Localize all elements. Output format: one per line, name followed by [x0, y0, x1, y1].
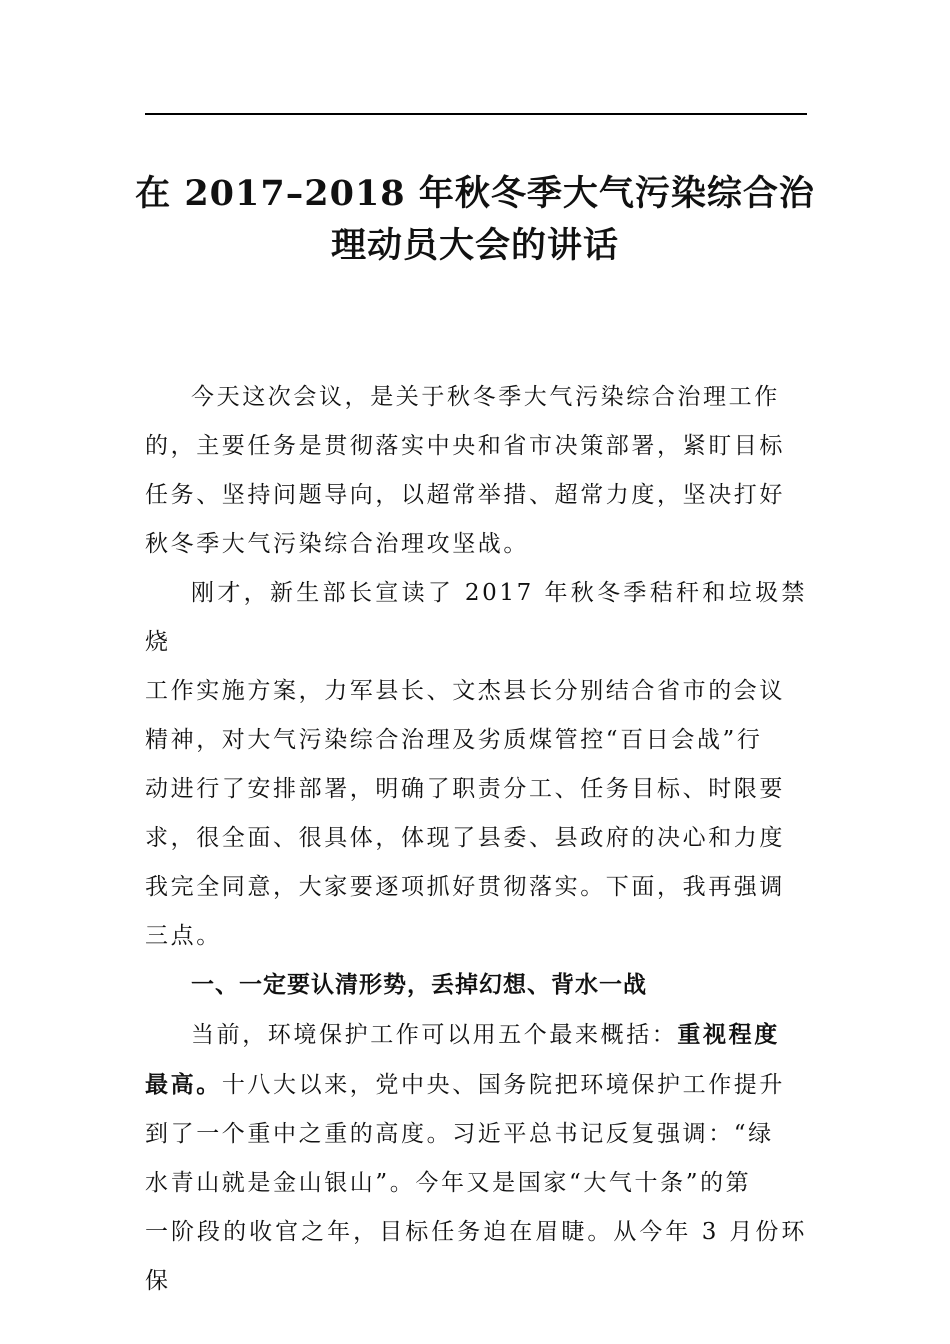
paragraph-line: 任务、坚持问题导向，以超常举措、超常力度，坚决打好 [145, 482, 785, 508]
bold-emphasis: 最高。 [145, 1071, 222, 1098]
document-body [145, 373, 807, 1306]
paragraph-line: 求，很全面、很具体，体现了县委、县政府的决心和力度 [145, 825, 785, 851]
paragraph-line: 三点。 [145, 923, 222, 949]
document-title [120, 168, 830, 272]
paragraph-line: 到了一个重中之重的高度。习近平总书记反复强调：“绿 [145, 1121, 774, 1147]
paragraph-line: 我完全同意，大家要逐项抓好贯彻落实。下面，我再强调 [145, 874, 785, 900]
paragraph-line: 一阶段的收官之年，目标任务迫在眉睫。从今年 3 月份环保 [145, 1219, 807, 1294]
paragraph-2 [145, 569, 807, 961]
title-line-1: 在 2017–2018 年秋冬季大气污染综合治 [135, 173, 815, 214]
paragraph-3 [145, 1010, 807, 1306]
paragraph-line: 精神，对大气污染综合治理及劣质煤管控“百日会战”行 [145, 727, 763, 753]
paragraph-line [145, 1010, 807, 1060]
bold-emphasis: 重视程度 [677, 1021, 780, 1048]
title-line-2: 理动员大会的讲话 [330, 225, 619, 266]
line-text: 当前，环境保护工作可以用五个最来概括： [191, 1022, 678, 1048]
paragraph-line: 秋冬季大气污染综合治理攻坚战。 [145, 531, 529, 557]
paragraph-line [145, 1060, 807, 1110]
paragraph-line: 水青山就是金山银山”。今年又是国家“大气十条”的第 [145, 1170, 752, 1196]
paragraph-line: 的，主要任务是贯彻落实中央和省市决策部署，紧盯目标 [145, 433, 785, 459]
paragraph-line: 今天这次会议，是关于秋冬季大气污染综合治理工作 [191, 384, 780, 410]
paragraph-1 [145, 373, 807, 569]
section-heading-1: 一、一定要认清形势，丢掉幻想、背水一战 [191, 972, 647, 998]
paragraph-line: 工作实施方案，力军县长、文杰县长分别结合省市的会议 [145, 678, 785, 704]
paragraph-line: 动进行了安排部署，明确了职责分工、任务目标、时限要 [145, 776, 785, 802]
paragraph-line: 刚才，新生部长宣读了 2017 年秋冬季秸秆和垃圾禁烧 [145, 580, 807, 655]
line-text: 十八大以来，党中央、国务院把环境保护工作提升 [221, 1072, 786, 1098]
header-rule [145, 113, 807, 115]
